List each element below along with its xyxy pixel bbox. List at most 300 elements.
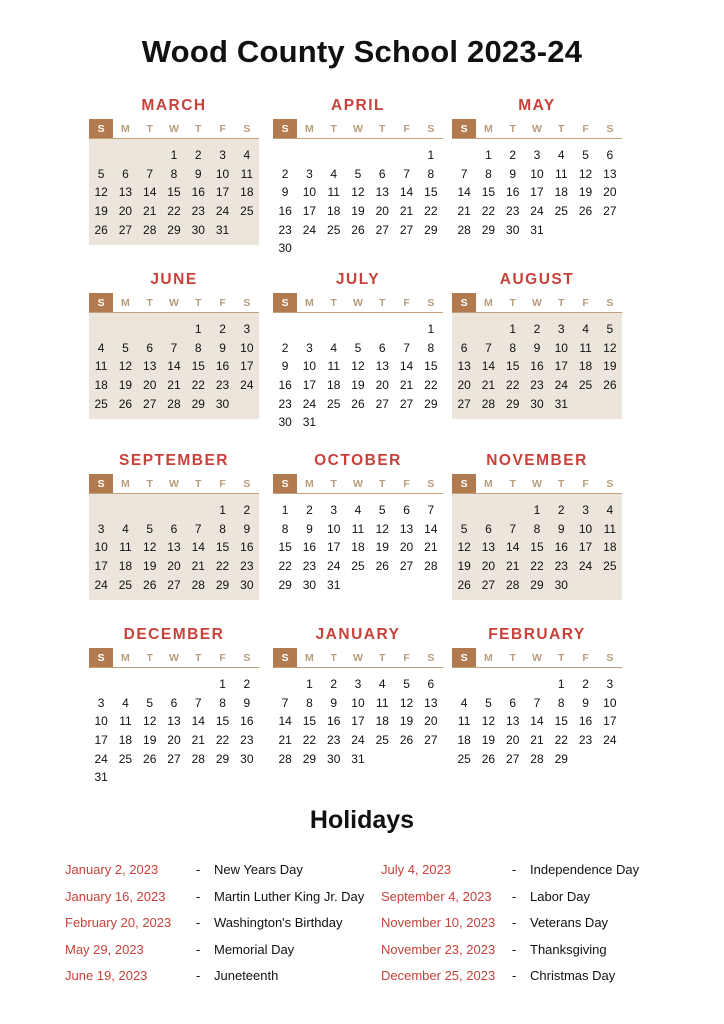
day-grid xyxy=(273,139,443,264)
day-cell: 29 xyxy=(554,751,568,766)
day-cell: 24 xyxy=(240,378,254,393)
weekday-label: W xyxy=(353,652,363,664)
weekday-label: T xyxy=(195,478,202,490)
day-cell: 14 xyxy=(167,359,181,374)
week-row xyxy=(452,320,622,339)
day-cell: 1 xyxy=(306,677,313,691)
weekday-header xyxy=(273,474,443,494)
day-cell: 6 xyxy=(170,695,178,710)
day-cell: 12 xyxy=(481,714,496,729)
holiday-separator: - xyxy=(196,862,201,877)
day-cell: 17 xyxy=(603,714,617,729)
weekday-header xyxy=(452,119,622,139)
day-cell: 6 xyxy=(460,340,468,355)
holiday-name: Independence Day xyxy=(530,862,640,877)
day-cell: 17 xyxy=(302,378,317,393)
day-cell: 13 xyxy=(167,540,181,555)
day-cell: 25 xyxy=(94,396,108,411)
day-cell: 22 xyxy=(530,559,544,574)
day-cell xyxy=(598,576,622,595)
day-cell: 12 xyxy=(603,340,617,355)
day-cell xyxy=(394,320,418,339)
weekday-label: W xyxy=(532,123,542,135)
day-cell: 12 xyxy=(399,695,414,710)
day-cell: 24 xyxy=(327,559,341,574)
day-cell: 6 xyxy=(378,166,386,181)
day-cell xyxy=(476,501,500,520)
week-row xyxy=(273,694,443,713)
day-cell: 17 xyxy=(530,185,544,200)
day-cell: 19 xyxy=(481,733,496,748)
day-cell xyxy=(573,221,597,240)
day-cell xyxy=(573,576,597,595)
week-row xyxy=(452,357,622,376)
day-cell xyxy=(598,395,622,414)
weekday-label: W xyxy=(532,652,542,664)
day-cell: 29 xyxy=(424,396,438,411)
day-cell: 21 xyxy=(399,378,414,393)
day-cell xyxy=(322,239,346,258)
day-grid xyxy=(273,313,443,438)
day-cell: 24 xyxy=(554,378,568,393)
day-cell: 14 xyxy=(143,185,157,200)
day-cell xyxy=(370,750,394,769)
weekday-label: T xyxy=(330,478,337,490)
weekday-label: T xyxy=(195,297,202,309)
day-cell: 14 xyxy=(278,714,292,729)
day-cell: 26 xyxy=(375,559,389,574)
day-cell: 30 xyxy=(240,751,254,766)
week-row xyxy=(89,576,259,595)
day-cell: 10 xyxy=(530,166,544,181)
day-cell: 15 xyxy=(167,185,181,200)
day-cell: 14 xyxy=(506,540,520,555)
day-cell: 15 xyxy=(302,714,317,729)
day-cell xyxy=(476,675,500,694)
day-cell: 13 xyxy=(399,521,414,536)
day-cell: 25 xyxy=(327,222,341,237)
weekday-header xyxy=(452,648,622,668)
weekday-label: T xyxy=(330,297,337,309)
day-cell: 6 xyxy=(146,340,154,355)
week-row xyxy=(273,202,443,221)
day-cell: 27 xyxy=(118,222,133,237)
day-cell xyxy=(346,146,370,165)
holiday-separator: - xyxy=(196,968,201,983)
day-cell xyxy=(89,146,113,165)
day-cell: 31 xyxy=(94,770,108,785)
day-cell: 20 xyxy=(424,714,438,729)
day-cell: 17 xyxy=(94,559,108,574)
day-cell: 14 xyxy=(399,359,414,374)
month-name: APRIL xyxy=(331,97,385,114)
day-cell: 1 xyxy=(170,148,178,162)
day-cell: 20 xyxy=(457,378,471,393)
day-cell: 10 xyxy=(94,540,108,555)
weekday-label: S xyxy=(427,652,435,664)
month-name: JULY xyxy=(335,271,381,288)
day-cell: 18 xyxy=(578,359,593,374)
day-cell: 8 xyxy=(219,695,226,710)
day-cell xyxy=(113,675,137,694)
day-cell: 15 xyxy=(191,359,205,374)
day-cell: 5 xyxy=(146,521,154,536)
day-cell: 14 xyxy=(457,185,471,200)
holiday-date: November 10, 2023 xyxy=(381,915,496,930)
day-cell: 11 xyxy=(94,359,108,374)
week-row xyxy=(89,731,259,750)
weekday-label: S xyxy=(452,474,476,493)
day-cell: 3 xyxy=(606,677,614,691)
day-cell xyxy=(138,501,162,520)
day-grid xyxy=(452,494,622,600)
day-cell: 27 xyxy=(481,577,496,592)
day-cell xyxy=(162,501,186,520)
month-may xyxy=(452,93,622,245)
day-cell: 3 xyxy=(306,166,313,181)
day-cell: 13 xyxy=(375,359,389,374)
day-cell: 18 xyxy=(457,733,471,748)
day-cell: 27 xyxy=(399,222,414,237)
day-cell: 4 xyxy=(122,521,129,536)
day-cell: 20 xyxy=(167,733,181,748)
day-cell: 6 xyxy=(170,521,178,536)
week-row xyxy=(89,712,259,731)
day-cell: 7 xyxy=(403,166,410,181)
week-row xyxy=(273,165,443,184)
weekday-header xyxy=(89,474,259,494)
weekday-label: W xyxy=(353,123,363,135)
day-cell: 9 xyxy=(306,521,313,536)
day-cell: 29 xyxy=(191,396,205,411)
week-row xyxy=(452,576,622,595)
day-cell: 24 xyxy=(578,559,593,574)
day-cell: 17 xyxy=(327,540,341,555)
day-grid xyxy=(452,668,622,774)
day-cell: 17 xyxy=(94,733,108,748)
day-cell: 13 xyxy=(603,166,617,181)
day-cell xyxy=(419,576,443,595)
weekday-label: F xyxy=(219,297,226,309)
weekday-label: W xyxy=(532,297,542,309)
day-cell: 18 xyxy=(94,378,108,393)
day-cell: 29 xyxy=(506,396,520,411)
day-cell: 16 xyxy=(327,714,341,729)
day-cell xyxy=(186,675,210,694)
week-row xyxy=(452,675,622,694)
day-cell xyxy=(370,413,394,432)
day-cell: 29 xyxy=(302,751,317,766)
day-cell: 24 xyxy=(302,396,317,411)
day-cell: 25 xyxy=(351,559,365,574)
day-cell: 6 xyxy=(427,677,435,691)
day-cell: 24 xyxy=(530,204,544,219)
week-row xyxy=(89,146,259,165)
day-cell: 18 xyxy=(554,185,568,200)
week-row xyxy=(452,183,622,202)
week-row xyxy=(452,731,622,750)
day-cell: 15 xyxy=(554,714,568,729)
day-cell: 23 xyxy=(327,733,341,748)
day-cell xyxy=(186,768,210,787)
weekday-label: S xyxy=(606,123,614,135)
weekday-label: T xyxy=(195,123,202,135)
week-row xyxy=(89,320,259,339)
holiday-date: November 23, 2023 xyxy=(381,941,496,957)
week-row xyxy=(273,501,443,520)
week-row xyxy=(273,146,443,165)
day-cell: 5 xyxy=(97,166,105,181)
day-cell: 16 xyxy=(278,378,292,393)
day-cell: 30 xyxy=(327,751,341,766)
day-cell: 14 xyxy=(191,540,205,555)
day-cell xyxy=(370,146,394,165)
week-row xyxy=(89,694,259,713)
holiday-name: Washington's Birthday xyxy=(214,915,343,930)
day-grid xyxy=(273,494,443,600)
day-cell: 4 xyxy=(243,148,251,162)
month-september xyxy=(89,448,259,600)
day-cell: 13 xyxy=(506,714,520,729)
month-name: AUGUST xyxy=(499,271,575,288)
day-cell: 10 xyxy=(302,185,317,200)
weekday-label: F xyxy=(403,652,410,664)
day-cell: 1 xyxy=(194,322,202,336)
day-cell xyxy=(452,320,476,339)
day-cell: 2 xyxy=(281,340,289,355)
day-cell: 3 xyxy=(582,503,589,517)
day-cell: 9 xyxy=(243,695,251,710)
day-cell: 1 xyxy=(427,148,435,162)
page-title: Wood County School 2023-24 xyxy=(141,34,583,69)
day-cell: 15 xyxy=(530,540,544,555)
day-cell xyxy=(452,146,476,165)
holiday-row xyxy=(381,860,681,880)
week-row xyxy=(452,520,622,539)
month-october xyxy=(273,448,443,600)
holiday-date: January 2, 2023 xyxy=(65,862,159,877)
week-row xyxy=(89,165,259,184)
weekday-label: W xyxy=(353,297,363,309)
day-cell xyxy=(394,413,418,432)
day-cell xyxy=(162,320,186,339)
day-cell: 12 xyxy=(94,185,108,200)
day-cell: 27 xyxy=(399,396,414,411)
day-cell xyxy=(501,675,525,694)
day-cell: 29 xyxy=(167,222,181,237)
day-cell: 23 xyxy=(215,378,230,393)
week-row xyxy=(89,376,259,395)
day-cell: 4 xyxy=(330,340,338,355)
day-cell: 30 xyxy=(554,577,568,592)
day-cell: 13 xyxy=(118,185,133,200)
day-cell: 19 xyxy=(351,378,365,393)
weekday-label: W xyxy=(169,297,179,309)
weekday-label: M xyxy=(121,123,130,135)
day-cell: 12 xyxy=(457,540,471,555)
day-cell: 27 xyxy=(167,751,181,766)
day-cell: 2 xyxy=(281,166,289,181)
day-cell xyxy=(235,395,259,414)
weekday-label: F xyxy=(582,652,589,664)
week-row xyxy=(273,221,443,240)
weekday-label: T xyxy=(558,652,565,664)
day-cell xyxy=(322,320,346,339)
day-cell: 11 xyxy=(327,185,340,200)
weekday-label: S xyxy=(452,119,476,138)
day-cell: 2 xyxy=(243,503,251,517)
day-cell: 22 xyxy=(167,204,181,219)
day-cell: 7 xyxy=(533,695,541,710)
week-row xyxy=(89,339,259,358)
holiday-name: Martin Luther King Jr. Day xyxy=(214,888,365,904)
weekday-label: S xyxy=(452,648,476,667)
weekday-label: S xyxy=(427,478,435,490)
day-cell: 7 xyxy=(427,503,435,517)
day-cell: 24 xyxy=(94,577,108,592)
day-cell: 3 xyxy=(97,695,105,710)
day-cell: 5 xyxy=(122,340,129,355)
weekday-label: M xyxy=(305,297,314,309)
day-cell: 2 xyxy=(582,677,589,691)
day-cell: 7 xyxy=(194,521,202,536)
day-cell xyxy=(346,320,370,339)
day-cell: 16 xyxy=(191,185,205,200)
day-cell: 5 xyxy=(354,340,362,355)
day-cell xyxy=(297,320,321,339)
day-cell: 2 xyxy=(330,677,338,691)
day-cell xyxy=(138,146,162,165)
day-cell: 30 xyxy=(191,222,205,237)
day-cell: 19 xyxy=(143,559,157,574)
day-cell: 1 xyxy=(485,148,492,162)
day-cell: 19 xyxy=(603,359,617,374)
day-cell: 13 xyxy=(481,540,496,555)
day-cell: 28 xyxy=(191,751,205,766)
day-cell xyxy=(598,221,622,240)
day-cell: 12 xyxy=(143,714,157,729)
day-cell: 14 xyxy=(481,359,496,374)
day-cell: 23 xyxy=(302,559,317,574)
holiday-row xyxy=(65,887,365,907)
month-january xyxy=(273,622,443,774)
day-cell xyxy=(89,675,113,694)
day-cell: 20 xyxy=(143,378,157,393)
day-cell: 9 xyxy=(330,695,338,710)
day-cell: 25 xyxy=(240,204,254,219)
week-row xyxy=(273,376,443,395)
day-cell: 2 xyxy=(219,322,226,336)
weekday-header xyxy=(273,119,443,139)
day-cell xyxy=(138,675,162,694)
weekday-header xyxy=(273,293,443,313)
day-cell: 14 xyxy=(424,521,438,536)
holiday-separator: - xyxy=(196,941,201,957)
weekday-label: S xyxy=(427,123,435,135)
day-cell: 17 xyxy=(302,204,317,219)
day-cell: 19 xyxy=(578,185,593,200)
day-cell: 19 xyxy=(457,559,471,574)
day-cell xyxy=(138,768,162,787)
day-cell: 8 xyxy=(509,340,517,355)
week-row xyxy=(89,557,259,576)
day-cell: 19 xyxy=(118,378,133,393)
day-cell: 27 xyxy=(143,396,157,411)
day-cell xyxy=(501,501,525,520)
day-cell xyxy=(235,768,259,787)
day-cell: 22 xyxy=(506,378,520,393)
weekday-label: S xyxy=(606,478,614,490)
day-cell: 25 xyxy=(457,751,471,766)
week-row xyxy=(452,501,622,520)
day-cell: 29 xyxy=(215,751,230,766)
day-grid xyxy=(452,313,622,419)
month-august xyxy=(452,267,622,419)
day-cell: 7 xyxy=(146,166,154,181)
day-cell: 10 xyxy=(603,695,617,710)
day-cell: 25 xyxy=(118,577,133,592)
weekday-label: T xyxy=(379,297,386,309)
day-cell: 30 xyxy=(530,396,544,411)
week-row xyxy=(273,395,443,414)
holiday-name: Labor Day xyxy=(530,888,590,904)
week-row xyxy=(452,376,622,395)
day-cell: 2 xyxy=(194,148,202,162)
day-cell: 26 xyxy=(481,751,496,766)
week-row xyxy=(89,202,259,221)
day-cell: 28 xyxy=(143,222,157,237)
week-row xyxy=(273,183,443,202)
week-row xyxy=(273,339,443,358)
day-cell xyxy=(370,576,394,595)
week-row xyxy=(273,520,443,539)
day-cell: 8 xyxy=(427,166,435,181)
day-cell xyxy=(273,675,297,694)
weekday-label: T xyxy=(379,123,386,135)
holiday-date: June 19, 2023 xyxy=(65,968,148,983)
week-row xyxy=(89,221,259,240)
weekday-label: T xyxy=(379,478,386,490)
day-cell: 30 xyxy=(215,396,230,411)
week-row xyxy=(273,576,443,595)
day-cell: 15 xyxy=(215,714,230,729)
holiday-row xyxy=(381,940,681,960)
weekday-label: S xyxy=(89,474,113,493)
day-cell: 23 xyxy=(530,378,544,393)
day-cell: 30 xyxy=(240,577,254,592)
week-row xyxy=(452,538,622,557)
day-cell: 1 xyxy=(281,503,289,517)
day-cell: 1 xyxy=(427,322,435,336)
day-cell: 21 xyxy=(278,733,292,748)
day-cell xyxy=(322,413,346,432)
day-cell xyxy=(346,576,370,595)
day-cell: 27 xyxy=(457,396,471,411)
weekday-label: T xyxy=(146,478,153,490)
day-cell: 21 xyxy=(143,204,157,219)
day-cell: 12 xyxy=(143,540,157,555)
week-row xyxy=(273,239,443,258)
holiday-date: December 25, 2023 xyxy=(381,968,496,983)
day-cell xyxy=(573,750,597,769)
day-cell: 26 xyxy=(457,577,471,592)
holiday-row xyxy=(381,913,681,933)
day-cell: 10 xyxy=(215,166,230,181)
day-cell: 30 xyxy=(278,241,292,256)
day-cell: 9 xyxy=(281,185,289,200)
day-cell: 14 xyxy=(191,714,205,729)
day-cell: 18 xyxy=(240,185,254,200)
